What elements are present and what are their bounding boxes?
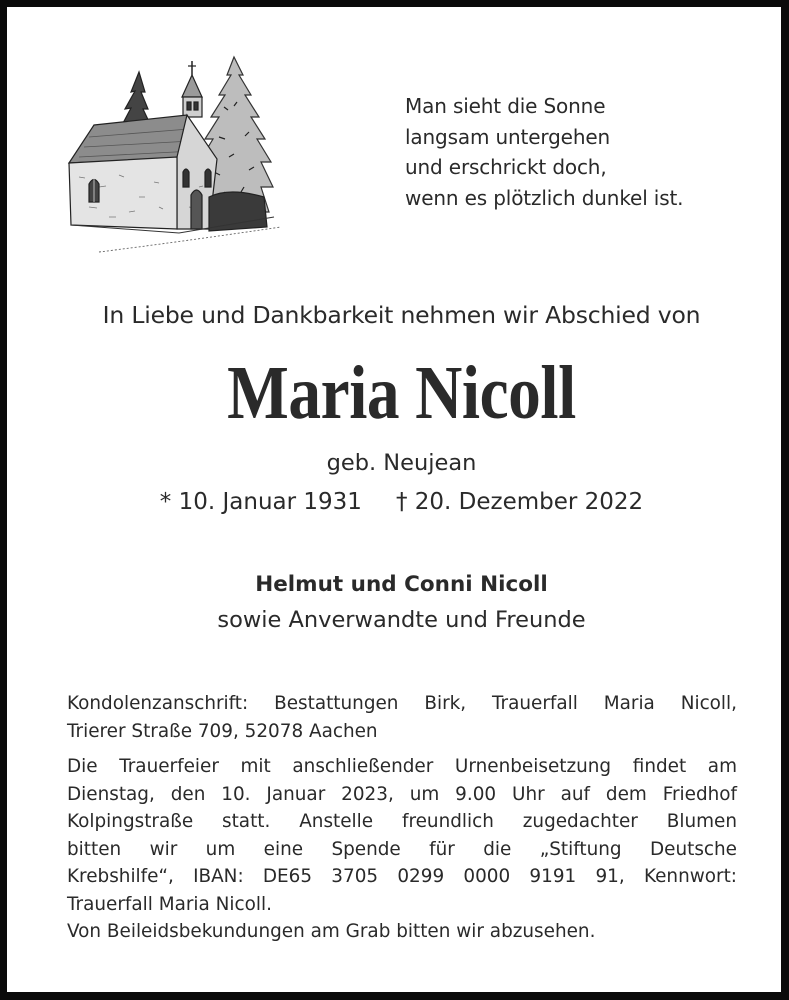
- ceremony-line: Dienstag, den 10. Januar 2023, um 9.00 Uhr auf dem Friedhof: [67, 783, 737, 805]
- ceremony-line: Krebshilfe“, IBAN: DE65 3705 0299 0000 9191 91, Kennwort:: [67, 866, 737, 887]
- life-dates: [7, 489, 789, 515]
- poem-line: Man sieht die Sonne: [405, 94, 606, 118]
- ceremony-line: Kolpingstraße statt. Anstelle freundlich zugedachter Blumen: [67, 811, 737, 832]
- condolence-line: Kondolenzanschrift: Bestattungen Birk, Trauerfall Maria Nicoll,: [67, 693, 737, 714]
- mourning-relatives: sowie Anverwandte und Freunde: [217, 607, 586, 633]
- poem-line: langsam untergehen: [405, 124, 611, 149]
- mourning-family: Helmut und Conni Nicoll: [255, 572, 548, 597]
- poem-verse: [405, 91, 765, 213]
- ceremony-details: [67, 753, 737, 946]
- birth-date: * 10. Januar 1931: [159, 489, 362, 515]
- poem-line: wenn es plötzlich dunkel ist.: [405, 185, 684, 210]
- maiden-name: geb. Neujean: [326, 450, 477, 476]
- chapel-illustration: [59, 47, 289, 272]
- ceremony-line: bitten wir um eine Spende für die „Stiftung Deutsche: [67, 838, 737, 860]
- deceased-name: Maria Nicoll: [227, 351, 576, 435]
- ceremony-line: Die Trauerfeier mit anschließender Urnenbeisetzung findet am: [67, 756, 737, 777]
- ceremony-line: Trauerfall Maria Nicoll.: [67, 893, 272, 915]
- farewell-intro: In Liebe und Dankbarkeit nehmen wir Abschied von: [102, 301, 701, 329]
- condolence-line: Trierer Straße 709, 52078 Aachen: [67, 720, 378, 742]
- ceremony-line: Von Beileidsbekundungen am Grab bitten wir abzusehen.: [67, 921, 596, 942]
- death-date: † 20. Dezember 2022: [395, 489, 644, 515]
- condolence-address: [67, 690, 737, 745]
- poem-line: und erschrickt doch,: [405, 155, 607, 179]
